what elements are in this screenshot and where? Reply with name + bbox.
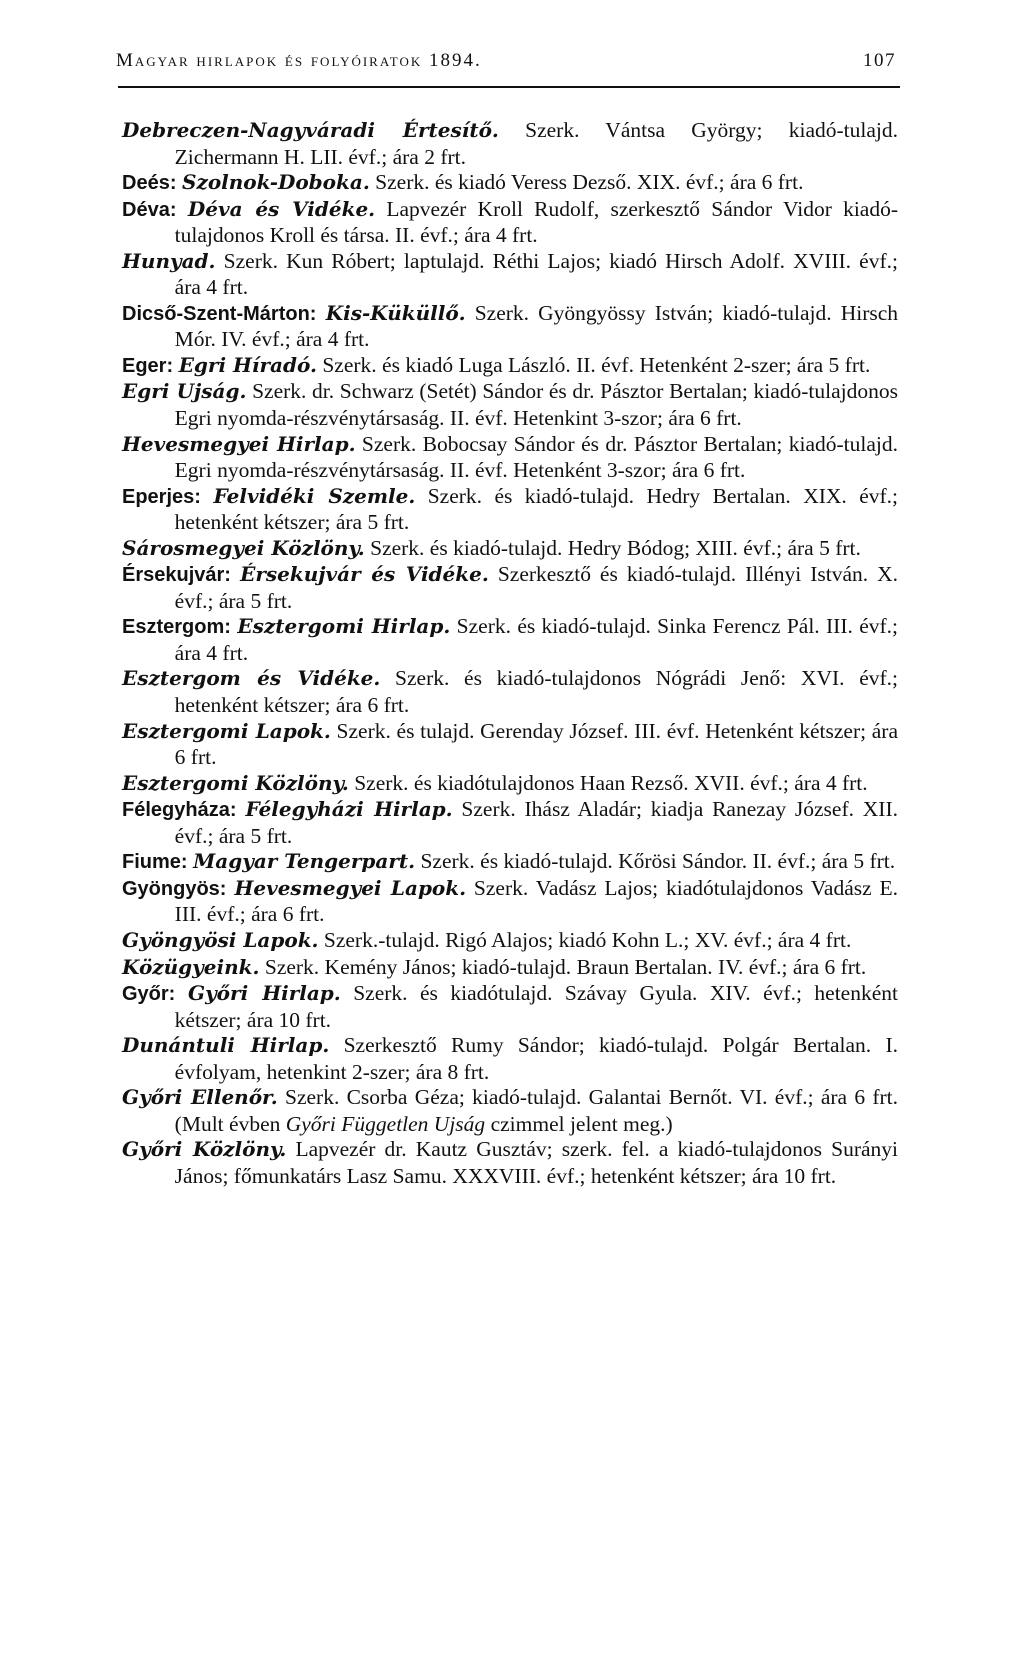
- entry-details: Szerk. és kiadótulajd. Szávay Gyula. XIV. évf.; hetenként kétszer; ára 10 frt.: [174, 981, 898, 1032]
- header-rule: [118, 86, 900, 88]
- page-number: 107: [863, 50, 896, 71]
- listing-entry: [122, 118, 898, 170]
- entry-place: Eger:: [122, 354, 179, 377]
- entry-details: Lapvezér dr. Kautz Gusztáv; szerk. fel. a kiadó-tulajdonos Surányi János; főmunkatárs Lasz Samu. XXXVIII. évf.; hetenként kétszer; ára 10 frt.: [174, 1137, 899, 1188]
- entry-details: Szerk. és kiadótulajdonos Haan Rezső. XVII. évf.; ára 4 frt.: [348, 770, 868, 795]
- entry-paper-title: Közügyeink.: [122, 954, 260, 979]
- entry-paper-title: Félegyházi Hirlap.: [245, 797, 453, 822]
- entry-former-title: Győri Független Ujság: [285, 1111, 486, 1136]
- listing-entry: [122, 301, 898, 353]
- entry-paper-title: Dunántuli Hirlap.: [122, 1033, 330, 1058]
- entry-paper-title: Debreczen-Nagyváradi Értesítő.: [122, 118, 499, 142]
- entry-details: Szerk. Gyöngyössy István; kiadó-tulajd. Hirsch Mór. IV. évf.; ára 4 frt.: [174, 300, 899, 352]
- listing-entry: [122, 614, 898, 666]
- entry-paper-title: Esztergomi Hirlap.: [237, 614, 451, 639]
- listing-entry: [122, 719, 898, 771]
- entry-paper-title: Érsekujvár és Vidéke.: [240, 562, 489, 587]
- entry-details: Szerk. Vadász Lajos; kiadótulajdonos Vadász E. III. évf.; ára 6 frt.: [174, 875, 898, 927]
- listing-entry: [122, 484, 898, 536]
- entry-place: Dicső-Szent-Márton:: [122, 302, 326, 325]
- entry-details: Szerk. dr. Schwarz (Setét) Sándor és dr. Pásztor Bertalan; kiadó-tulajdonos Egri nyomda-részvénytársaság. II. évf. Hetenkint 3-szor; ára 6 frt.: [174, 379, 899, 431]
- entry-details: Lapvezér Kroll Rudolf, szerkesztő Sándor Vidor kiadó-tulajdonos Kroll és társa. II. évf.; ára 4 frt.: [174, 196, 898, 248]
- listing-entry: [122, 197, 898, 249]
- listing-entry: [122, 432, 898, 484]
- entry-paper-title: Déva és Vidéke.: [187, 196, 376, 221]
- page-header: [116, 50, 896, 72]
- entry-paper-title: Győri Hirlap.: [187, 981, 341, 1006]
- listing-entry: [122, 1137, 898, 1189]
- listing-entry: [122, 1033, 898, 1085]
- entry-details: Szerk. Kemény János; kiadó-tulajd. Braun Bertalan. IV. évf.; ára 6 frt.: [259, 954, 867, 979]
- entry-details: Szerk. és kiadó-tulajdonos Nógrádi Jenő: XVI. évf.; hetenként kétszer; ára 6 frt.: [174, 666, 898, 718]
- listing-entry: [122, 562, 898, 614]
- listing-entry: [122, 876, 898, 928]
- entry-paper-title: Győri Ellenőr.: [122, 1085, 278, 1110]
- entry-details: Szerk. és kiadó-tulajd. Hedry Bertalan. XIX. évf.; hetenként kétszer; ára 5 frt.: [174, 483, 898, 535]
- listing-entry: [122, 379, 898, 431]
- entry-details: Szerk. Ihász Aladár; kiadja Ranezay József. XII. évf.; ára 5 frt.: [174, 797, 899, 848]
- entry-paper-title: Egri Ujság.: [122, 379, 247, 404]
- entry-paper-title: Hunyad.: [122, 248, 216, 273]
- entry-paper-title: Gyöngyösi Lapok.: [122, 927, 319, 952]
- entry-place: Eperjes:: [122, 485, 214, 508]
- entry-place: Győr:: [122, 983, 188, 1006]
- listing-entry: [122, 797, 898, 849]
- entry-details: Szerk. és kiadó-tulajd. Sinka Ferencz Pál. III. évf.; ára 4 frt.: [174, 614, 898, 665]
- listing-entry: [122, 981, 898, 1033]
- entry-paper-title: Hevesmegyei Hirlap.: [122, 431, 356, 456]
- entry-paper-title: Egri Híradó.: [178, 352, 317, 377]
- entry-place: Deés:: [122, 172, 183, 195]
- entry-details: Szerkesztő és kiadó-tulajd. Illényi István. X. évf.; ára 5 frt.: [174, 562, 899, 613]
- entry-place: Érsekujvár:: [122, 564, 241, 587]
- listing-entry: [122, 1085, 898, 1137]
- listing-entry: [122, 849, 898, 876]
- listing-entry: [122, 353, 898, 380]
- listing-entry: [122, 170, 898, 197]
- listing-entry: [122, 666, 898, 718]
- listing-entry: [122, 771, 898, 798]
- entry-paper-title: Esztergomi Lapok.: [122, 718, 331, 743]
- entry-paper-title: Hevesmegyei Lapok.: [234, 875, 467, 900]
- entry-details: Szerk. és kiadó Veress Dezső. XIX. évf.; ára 6 frt.: [369, 170, 804, 195]
- entry-paper-title: Sárosmegyei Közlöny.: [122, 535, 365, 560]
- entry-paper-title: Szolnok-Doboka.: [182, 170, 370, 195]
- entry-place: Esztergom:: [122, 616, 238, 639]
- listing-entry: [122, 249, 898, 301]
- directory-listing: [122, 118, 898, 1189]
- entry-details: Szerk. és tulajd. Gerenday József. III. évf. Hetenként kétszer; ára 6 frt.: [174, 718, 898, 770]
- entry-paper-title: Felvidéki Szemle.: [213, 483, 416, 508]
- listing-entry: [122, 536, 898, 563]
- entry-paper-title: Magyar Tengerpart.: [193, 849, 416, 874]
- entry-paper-title: Kis-Küküllő.: [325, 300, 466, 325]
- entry-paper-title: Esztergomi Közlöny.: [122, 770, 349, 795]
- entry-details: Szerk. Vántsa György; kiadó-tulajd. Zichermann H. LII. évf.; ára 2 frt.: [174, 118, 898, 169]
- entry-details: Szerk. Bobocsay Sándor és dr. Pásztor Bertalan; kiadó-tulajd. Egri nyomda-részvénytársaság. II. évf. Hetenként 3-szor; ára 6 frt.: [174, 431, 898, 483]
- entry-details: Szerk. és kiadó-tulajd. Hedry Bódog; XIII. évf.; ára 5 frt.: [364, 535, 861, 560]
- entry-details-tail: czimmel jelent meg.): [485, 1111, 673, 1136]
- entry-details: Szerk. és kiadó Luga László. II. évf. Hetenként 2-szer; ára 5 frt.: [316, 352, 871, 377]
- entry-details: Szerk. és kiadó-tulajd. Kőrösi Sándor. II. évf.; ára 5 frt.: [415, 849, 896, 874]
- running-title: Magyar hirlapok és folyóiratok 1894.: [116, 50, 482, 71]
- entry-place: Fiume:: [122, 851, 194, 874]
- entry-details: Szerkesztő Rumy Sándor; kiadó-tulajd. Polgár Bertalan. I. évfolyam, hetenkint 2-szer; ára 8 frt.: [174, 1033, 898, 1084]
- listing-entry: [122, 955, 898, 982]
- entry-place: Félegyháza:: [122, 799, 246, 822]
- entry-place: Gyöngyös:: [122, 877, 235, 900]
- entry-paper-title: Esztergom és Vidéke.: [122, 666, 381, 691]
- entry-place: Déva:: [122, 198, 188, 221]
- listing-entry: [122, 928, 898, 955]
- entry-details: Szerk. Kun Róbert; laptulajd. Réthi Lajos; kiadó Hirsch Adolf. XVIII. évf.; ára 4 frt.: [174, 248, 898, 300]
- entry-details: Szerk.-tulajd. Rigó Alajos; kiadó Kohn L.; XV. évf.; ára 4 frt.: [318, 927, 852, 952]
- entry-details: Szerk. Csorba Géza; kiadó-tulajd. Galantai Bernőt. VI. évf.; ára 6 frt. (Mult évben: [174, 1085, 898, 1136]
- entry-paper-title: Győri Közlöny.: [122, 1137, 287, 1162]
